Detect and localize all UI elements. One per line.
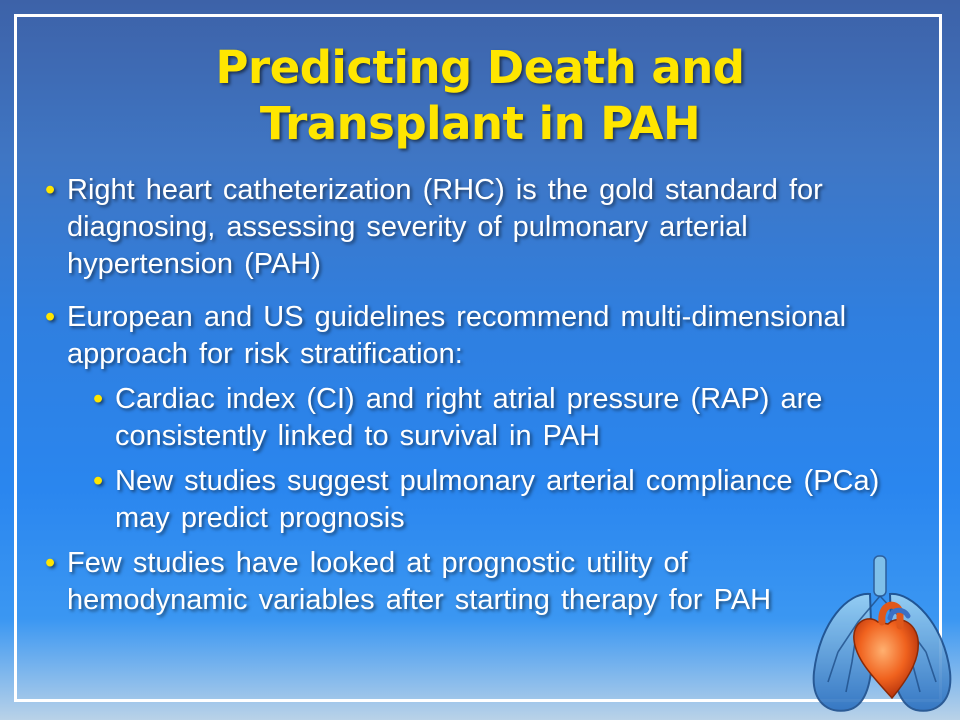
- bullet-guidelines: [45, 299, 925, 373]
- bullet-dot: •: [45, 174, 56, 206]
- heart-lungs-icon: [808, 552, 958, 720]
- bullet-text: Right heart catheterization (RHC) is the gold standard for diagnosing, assessing severity of pulmonary arterial hypertension (PAH): [67, 174, 823, 280]
- sub-bullet-ci-rap: [93, 381, 925, 455]
- bullet-text: Few studies have looked at prognostic utility of hemodynamic variables after starting therapy for PAH: [67, 547, 772, 616]
- sub-bullet-pca: [93, 463, 925, 537]
- title-line-1: Predicting Death and: [215, 41, 745, 94]
- bullet-dot: •: [93, 465, 104, 497]
- bullet-dot: •: [45, 301, 56, 333]
- bullet-text: New studies suggest pulmonary arterial compliance (PCa) may predict prognosis: [115, 465, 880, 534]
- title-line-2: Transplant in PAH: [259, 97, 701, 150]
- slide-title: [0, 40, 960, 152]
- bullet-text: European and US guidelines recommend multi-dimensional approach for risk stratification:: [67, 301, 847, 370]
- bullet-rhc: [45, 172, 917, 283]
- slide-body: [45, 172, 925, 619]
- bullet-text: Cardiac index (CI) and right atrial pressure (RAP) are consistently linked to survival in PAH: [115, 383, 823, 452]
- bullet-few-studies: [45, 545, 807, 619]
- bullet-dot: •: [93, 383, 104, 415]
- bullet-dot: •: [45, 547, 56, 579]
